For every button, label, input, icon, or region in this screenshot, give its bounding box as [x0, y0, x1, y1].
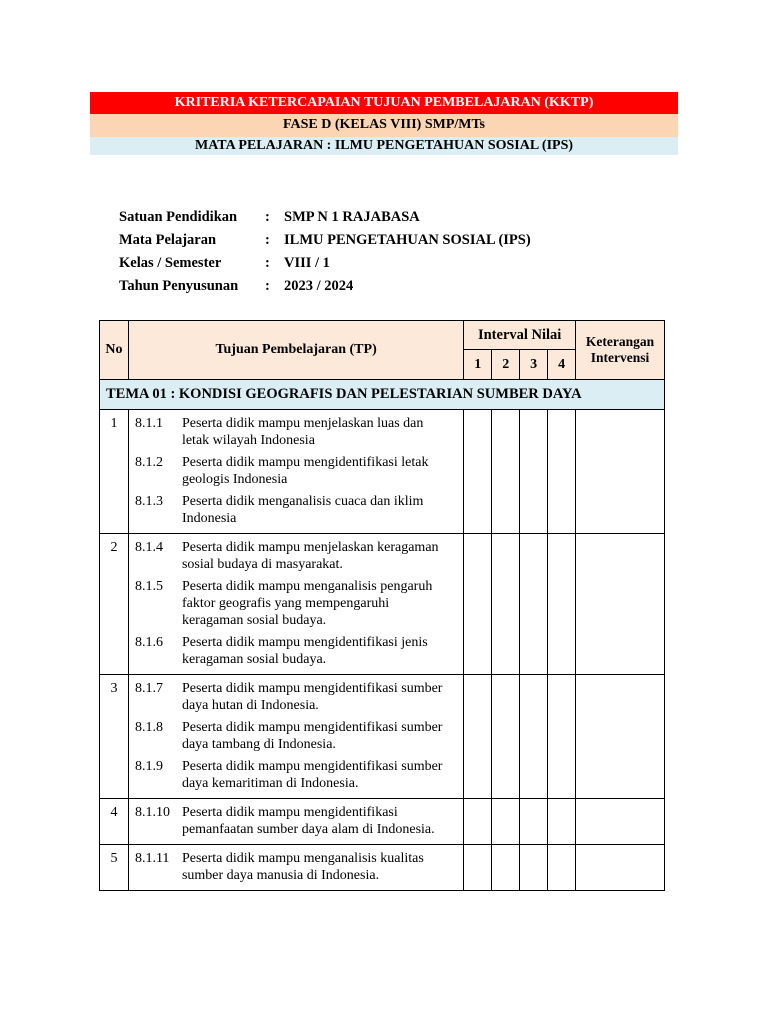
interval-cell-4[interactable]	[548, 675, 576, 799]
tp-item	[135, 680, 453, 714]
tp-row	[100, 845, 665, 891]
tp-item	[135, 634, 453, 668]
interval-col-4: 4	[548, 350, 576, 380]
phase-banner: FASE D (KELAS VIII) SMP/MTs	[90, 114, 678, 137]
kktp-table	[99, 320, 665, 891]
tp-row	[100, 534, 665, 675]
interval-cell-1[interactable]	[464, 675, 492, 799]
info-label: Tahun Penyusunan	[119, 278, 239, 294]
kktp-title: KRITERIA KETERCAPAIAN TUJUAN PEMBELAJARAN (KKTP)	[90, 92, 678, 114]
tp-item	[135, 719, 453, 753]
info-label: Satuan Pendidikan	[119, 209, 238, 225]
tp-row	[100, 799, 665, 845]
interval-cell-2[interactable]	[492, 675, 520, 799]
tp-cell	[128, 534, 463, 675]
info-value: SMP N 1 RAJABASA	[284, 209, 420, 225]
interval-cell-4[interactable]	[548, 534, 576, 675]
info-label: Mata Pelajaran	[119, 232, 217, 248]
row-number: 5	[100, 845, 129, 891]
tema-title: TEMA 01 : KONDISI GEOGRAFIS DAN PELESTARIAN SUMBER DAYA	[100, 380, 665, 410]
tp-code: 8.1.3	[134, 494, 163, 509]
tp-cell	[128, 675, 463, 799]
row-number: 3	[100, 675, 129, 799]
info-colon: :	[265, 232, 270, 248]
tp-text: Peserta didik mampu mengidentifikasi letak geologis Indonesia	[181, 455, 429, 487]
interval-cell-2[interactable]	[492, 799, 520, 845]
tp-row	[100, 410, 665, 534]
info-value: ILMU PENGETAHUAN SOSIAL (IPS)	[284, 232, 531, 248]
tp-text: Peserta didik mampu mengidentifikasi jenis keragaman sosial budaya.	[181, 635, 428, 667]
col-header-interval: Interval Nilai	[464, 321, 576, 350]
interval-cell-1[interactable]	[464, 845, 492, 891]
interval-cell-1[interactable]	[464, 410, 492, 534]
interval-cell-2[interactable]	[492, 534, 520, 675]
tp-code: 8.1.9	[134, 759, 163, 774]
keterangan-cell[interactable]	[576, 410, 665, 534]
tp-item	[135, 850, 453, 884]
info-label: Kelas / Semester	[119, 255, 222, 271]
interval-cell-2[interactable]	[492, 845, 520, 891]
tp-item	[135, 493, 453, 527]
tp-code: 8.1.2	[134, 455, 163, 470]
row-number: 4	[100, 799, 129, 845]
identity-info	[119, 206, 531, 298]
col-header-keterangan: Keterangan Intervensi	[576, 321, 665, 380]
info-colon: :	[265, 278, 270, 294]
info-row-class	[119, 252, 531, 275]
info-row-subject	[119, 229, 531, 252]
row-number: 2	[100, 534, 129, 675]
tp-code: 8.1.5	[134, 579, 163, 594]
tp-text: Peserta didik mampu mengidentifikasi sumber daya kemaritiman di Indonesia.	[181, 759, 443, 791]
keterangan-cell[interactable]	[576, 799, 665, 845]
interval-col-1: 1	[464, 350, 492, 380]
tp-code: 8.1.11	[134, 851, 170, 866]
interval-cell-2[interactable]	[492, 410, 520, 534]
interval-col-3: 3	[520, 350, 548, 380]
tp-code: 8.1.10	[134, 805, 170, 820]
subject-banner: MATA PELAJARAN : ILMU PENGETAHUAN SOSIAL (IPS)	[90, 137, 678, 155]
tp-cell	[128, 845, 463, 891]
interval-cell-4[interactable]	[548, 410, 576, 534]
info-row-school	[119, 206, 531, 229]
tema-row	[100, 380, 665, 410]
tp-text: Peserta didik mampu menjelaskan keragaman sosial budaya di masyarakat.	[181, 540, 439, 572]
interval-cell-3[interactable]	[520, 410, 548, 534]
tp-code: 8.1.7	[134, 681, 163, 696]
tp-item	[135, 804, 453, 838]
keterangan-cell[interactable]	[576, 675, 665, 799]
tp-code: 8.1.8	[134, 720, 163, 735]
keterangan-cell[interactable]	[576, 534, 665, 675]
tp-text: Peserta didik mampu menganalisis pengaruh faktor geografis yang mempengaruhi keragaman sosial budaya.	[181, 579, 433, 628]
tp-cell	[128, 410, 463, 534]
tp-text: Peserta didik mampu mengidentifikasi pemanfaatan sumber daya alam di Indonesia.	[181, 805, 435, 837]
tp-text: Peserta didik menganalisis cuaca dan iklim Indonesia	[181, 494, 424, 526]
tp-code: 8.1.1	[134, 416, 163, 431]
tp-item	[135, 415, 453, 449]
interval-cell-3[interactable]	[520, 845, 548, 891]
tp-item	[135, 454, 453, 488]
tp-text: Peserta didik mampu mengidentifikasi sumber daya hutan di Indonesia.	[181, 681, 443, 713]
tp-code: 8.1.4	[134, 540, 163, 555]
info-value: VIII / 1	[284, 255, 330, 271]
tp-code: 8.1.6	[134, 635, 163, 650]
info-colon: :	[265, 255, 270, 271]
tp-item	[135, 578, 453, 629]
tp-text: Peserta didik mampu mengidentifikasi sumber daya tambang di Indonesia.	[181, 720, 443, 752]
tp-cell	[128, 799, 463, 845]
row-number: 1	[100, 410, 129, 534]
info-colon: :	[265, 209, 270, 225]
interval-cell-3[interactable]	[520, 799, 548, 845]
interval-cell-4[interactable]	[548, 845, 576, 891]
tp-text: Peserta didik mampu menganalisis kualitas sumber daya manusia di Indonesia.	[181, 851, 424, 883]
interval-cell-3[interactable]	[520, 675, 548, 799]
interval-cell-1[interactable]	[464, 799, 492, 845]
interval-cell-4[interactable]	[548, 799, 576, 845]
tp-item	[135, 758, 453, 792]
info-value: 2023 / 2024	[284, 278, 354, 294]
tp-text: Peserta didik mampu menjelaskan luas dan letak wilayah Indonesia	[181, 416, 424, 448]
interval-col-2: 2	[492, 350, 520, 380]
interval-cell-1[interactable]	[464, 534, 492, 675]
col-header-tp: Tujuan Pembelajaran (TP)	[128, 321, 463, 380]
info-row-year	[119, 275, 531, 298]
tp-item	[135, 539, 453, 573]
col-header-no: No	[100, 321, 129, 380]
keterangan-cell[interactable]	[576, 845, 665, 891]
interval-cell-3[interactable]	[520, 534, 548, 675]
tp-row	[100, 675, 665, 799]
